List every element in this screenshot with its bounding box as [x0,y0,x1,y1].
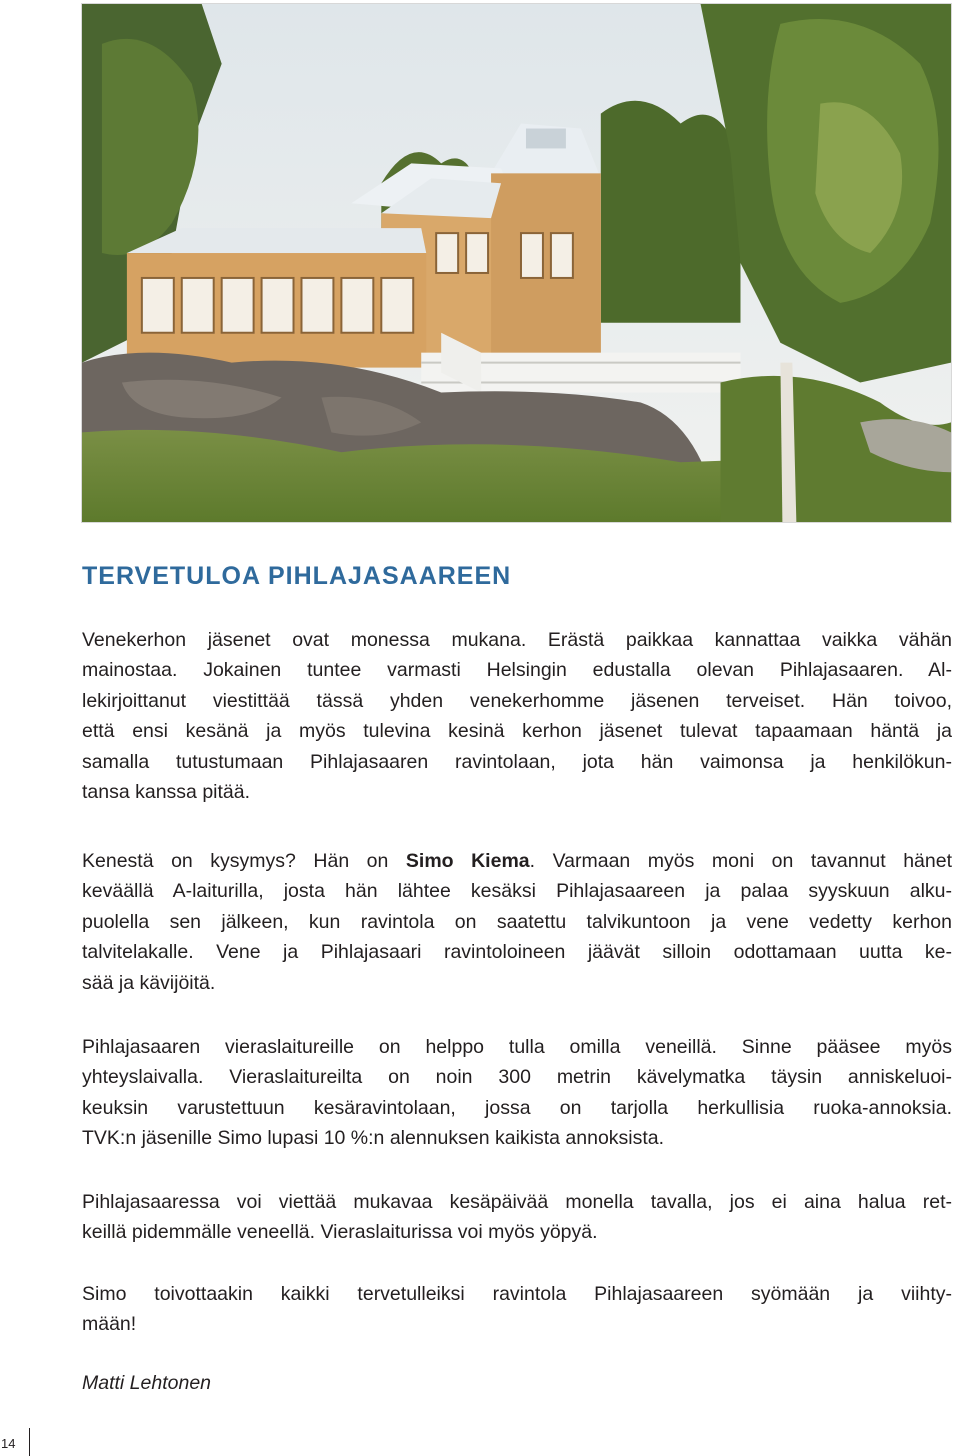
restaurant-building-photo [82,4,951,522]
text-line: keillä pidemmälle veneellä. Vieraslaiturissa voi myös yöpyä. [82,1221,598,1244]
text-line: Pihlajasaaren vieraslaitureille on helppo tulla omilla veneillä. Sinne pääsee myös [82,1036,952,1058]
paragraph-intro [82,625,952,807]
author-signature: Matti Lehtonen [82,1372,212,1394]
text-line: samalla tutustumaan Pihlajasaaren ravintolaan, jota hän vaimonsa ja henkilökun- [82,750,952,773]
text-line: talvitelakalle. Vene ja Pihlajasaari ravintoloineen jäävät silloin odottamaan uutta ke- [82,941,952,964]
page-number: 14 [1,1436,16,1451]
text-line: Pihlajasaaressa voi viettää mukavaa kesäpäivää monella tavalla, jos ei aina halua ret- [82,1191,952,1213]
text-line: mään! [82,1313,137,1336]
text-run: . Varmaan myös moni on tavannut hänet [529,850,953,872]
text-line: sää ja kävijöitä. [82,971,216,994]
text-line: Venekerhon jäsenet ovat monessa mukana. Erästä paikkaa kannattaa vaikka vähän [82,629,952,651]
paragraph-docks [82,1032,952,1154]
paragraph-simo [82,846,952,998]
text-line: yhteyslaivalla. Vieraslaitureilta on noin 300 metrin kävelymatka täysin anniskeluoi- [82,1066,952,1089]
text-line: lekirjoittanut viestittää tässä yhden venekerhomme jäsenen terveiset. Hän toivoo, [82,689,952,712]
text-line: että ensi kesänä ja myös tulevina kesinä kerhon jäsenet tulevat tapaamaan häntä ja [82,720,952,743]
text-line: Simo toivottaakin kaikki tervetulleiksi ravintola Pihlajasaareen syömään ja viihty- [82,1283,952,1305]
article-photo [81,3,952,523]
text-line: keuksin varustettuun kesäravintolaan, jossa on tarjolla herkullisia ruoka-annoksia. [82,1096,952,1119]
paragraph-summer-day [82,1187,952,1248]
text-line: tansa kanssa pitää. [82,781,251,804]
text-line: keväällä A-laiturilla, josta hän lähtee kesäksi Pihlajasaareen ja palaa syyskuun alku- [82,880,952,903]
paragraph-welcome [82,1279,952,1340]
text-run: Kenestä on kysymys? Hän on [82,850,406,872]
article-title: TERVETULOA PIHLAJASAAREEN [82,562,512,590]
text-line [82,846,952,876]
person-name: Simo Kiema [405,850,530,872]
text-line: puolella sen jälkeen, kun ravintola on saatettu talvikuntoon ja vene vedetty kerhon [82,910,952,933]
text-line: mainostaa. Jokainen tuntee varmasti Helsingin edustalla olevan Pihlajasaaren. Al- [82,659,952,682]
text-line: TVK:n jäsenille Simo lupasi 10 %:n alennuksen kaikista annoksista. [82,1127,665,1150]
